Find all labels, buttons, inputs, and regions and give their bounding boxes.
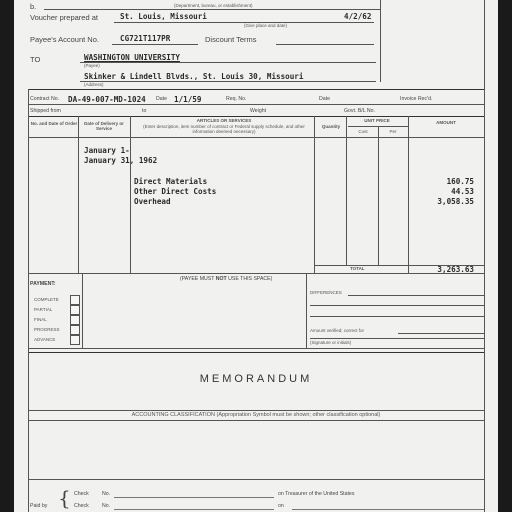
progress-checkbox[interactable]	[70, 325, 80, 335]
date2-label: Date	[319, 96, 330, 102]
paid-by-label: Paid by	[30, 503, 48, 509]
voucher-prepared-value: St. Louis, Missouri	[120, 12, 207, 21]
articles-subheader: (Enter description, item number of contract or Federal supply schedule, and other information deemed necessary)	[143, 124, 305, 134]
total-value: 3,263.63	[437, 265, 474, 274]
check1-no: No.	[102, 491, 111, 497]
differences-label: DIFFERENCES	[310, 290, 342, 295]
check2-on: on	[278, 503, 284, 509]
payment-option-advance: ADVANCE	[34, 337, 56, 342]
item-description: Overhead	[134, 197, 171, 206]
date-label: Date	[156, 96, 167, 102]
cost-header: Cost	[358, 129, 368, 134]
item-amount: 44.53	[451, 187, 474, 196]
amount-header: AMOUNT	[436, 120, 456, 125]
unit-price-header: UNIT PRICE	[364, 118, 390, 123]
payment-option-final: FINAL	[34, 317, 47, 322]
articles-header: ARTICLES OR SERVICES	[196, 118, 252, 123]
payee-notice: (PAYEE MUST NOT USE THIS SPACE)	[180, 276, 273, 282]
payee-account-value: CG721T117PR	[120, 34, 171, 43]
memorandum-heading: MEMORANDUM	[199, 373, 313, 385]
payee-name: WASHINGTON UNIVERSITY	[84, 53, 181, 62]
item-amount: 160.75	[446, 177, 474, 186]
shipped-from-label: Shipped from	[30, 108, 61, 114]
period-line-2: January 31, 1962	[84, 156, 158, 165]
payment-option-partial: PARTIAL	[34, 307, 53, 312]
signature-label: (Signature or initials)	[310, 340, 352, 345]
final-checkbox[interactable]	[70, 315, 80, 325]
period-line-1: January 1-	[84, 146, 130, 155]
contract-value: DA-49-007-MD-1024	[68, 95, 146, 104]
shipped-to-label: to	[142, 108, 147, 114]
contract-label: Contract No.	[30, 96, 60, 102]
voucher-prepared-label: Voucher prepared at	[30, 13, 98, 22]
payment-option-complete: COMPLETE	[34, 297, 59, 302]
payment-option-progress: PROGRESS	[34, 327, 60, 332]
voucher-date: 4/2/62	[344, 12, 372, 21]
complete-checkbox[interactable]	[70, 295, 80, 305]
place-date-caption: (Give place and date)	[244, 23, 288, 28]
check1-on: on Treasurer of the United States	[278, 491, 355, 497]
advance-checkbox[interactable]	[70, 335, 80, 345]
address-caption: (Address)	[84, 82, 104, 87]
invoice-label: Invoice Rec'd.	[400, 96, 433, 102]
payee-address: Skinker & Lindell Blvds., St. Louis 30, Missouri	[84, 72, 304, 81]
no-date-header: No. and Date of Order	[30, 121, 78, 126]
govt-bl-label: Govt. B/L No.	[344, 108, 375, 114]
quantity-header: Quantity	[321, 124, 341, 129]
discount-terms-label: Discount Terms	[205, 35, 257, 44]
contract-date: 1/1/59	[174, 95, 202, 104]
total-label: TOTAL	[350, 266, 365, 271]
delivery-header: Date of Delivery or Service	[84, 121, 124, 131]
department-caption: (Department, bureau, or establishment)	[174, 3, 253, 8]
to-label: TO	[30, 55, 41, 64]
check1-label: Check	[74, 491, 89, 497]
payee-account-label: Payee's Account No.	[30, 35, 99, 44]
voucher-form	[14, 0, 498, 512]
top-left-fragment: b.	[30, 2, 37, 11]
weight-label: Weight	[250, 108, 267, 114]
payee-caption: (Payee)	[84, 63, 100, 68]
payment-label: PAYMENT:	[30, 281, 56, 287]
item-description: Direct Materials	[134, 177, 208, 186]
per-header: Per	[389, 129, 397, 134]
check2-no: No.	[102, 503, 111, 509]
item-amount: 3,058.35	[437, 197, 474, 206]
req-label: Req. No.	[226, 96, 247, 102]
item-description: Other Direct Costs	[134, 187, 217, 196]
accounting-classification: ACCOUNTING CLASSIFICATION (Appropriation Symbol must be shown; other classification optional)	[131, 412, 381, 418]
amount-verified-label: Amount verified; correct for	[310, 328, 365, 333]
check2-label: Check	[74, 503, 89, 509]
brace-glyph: {	[58, 486, 71, 510]
partial-checkbox[interactable]	[70, 305, 80, 315]
